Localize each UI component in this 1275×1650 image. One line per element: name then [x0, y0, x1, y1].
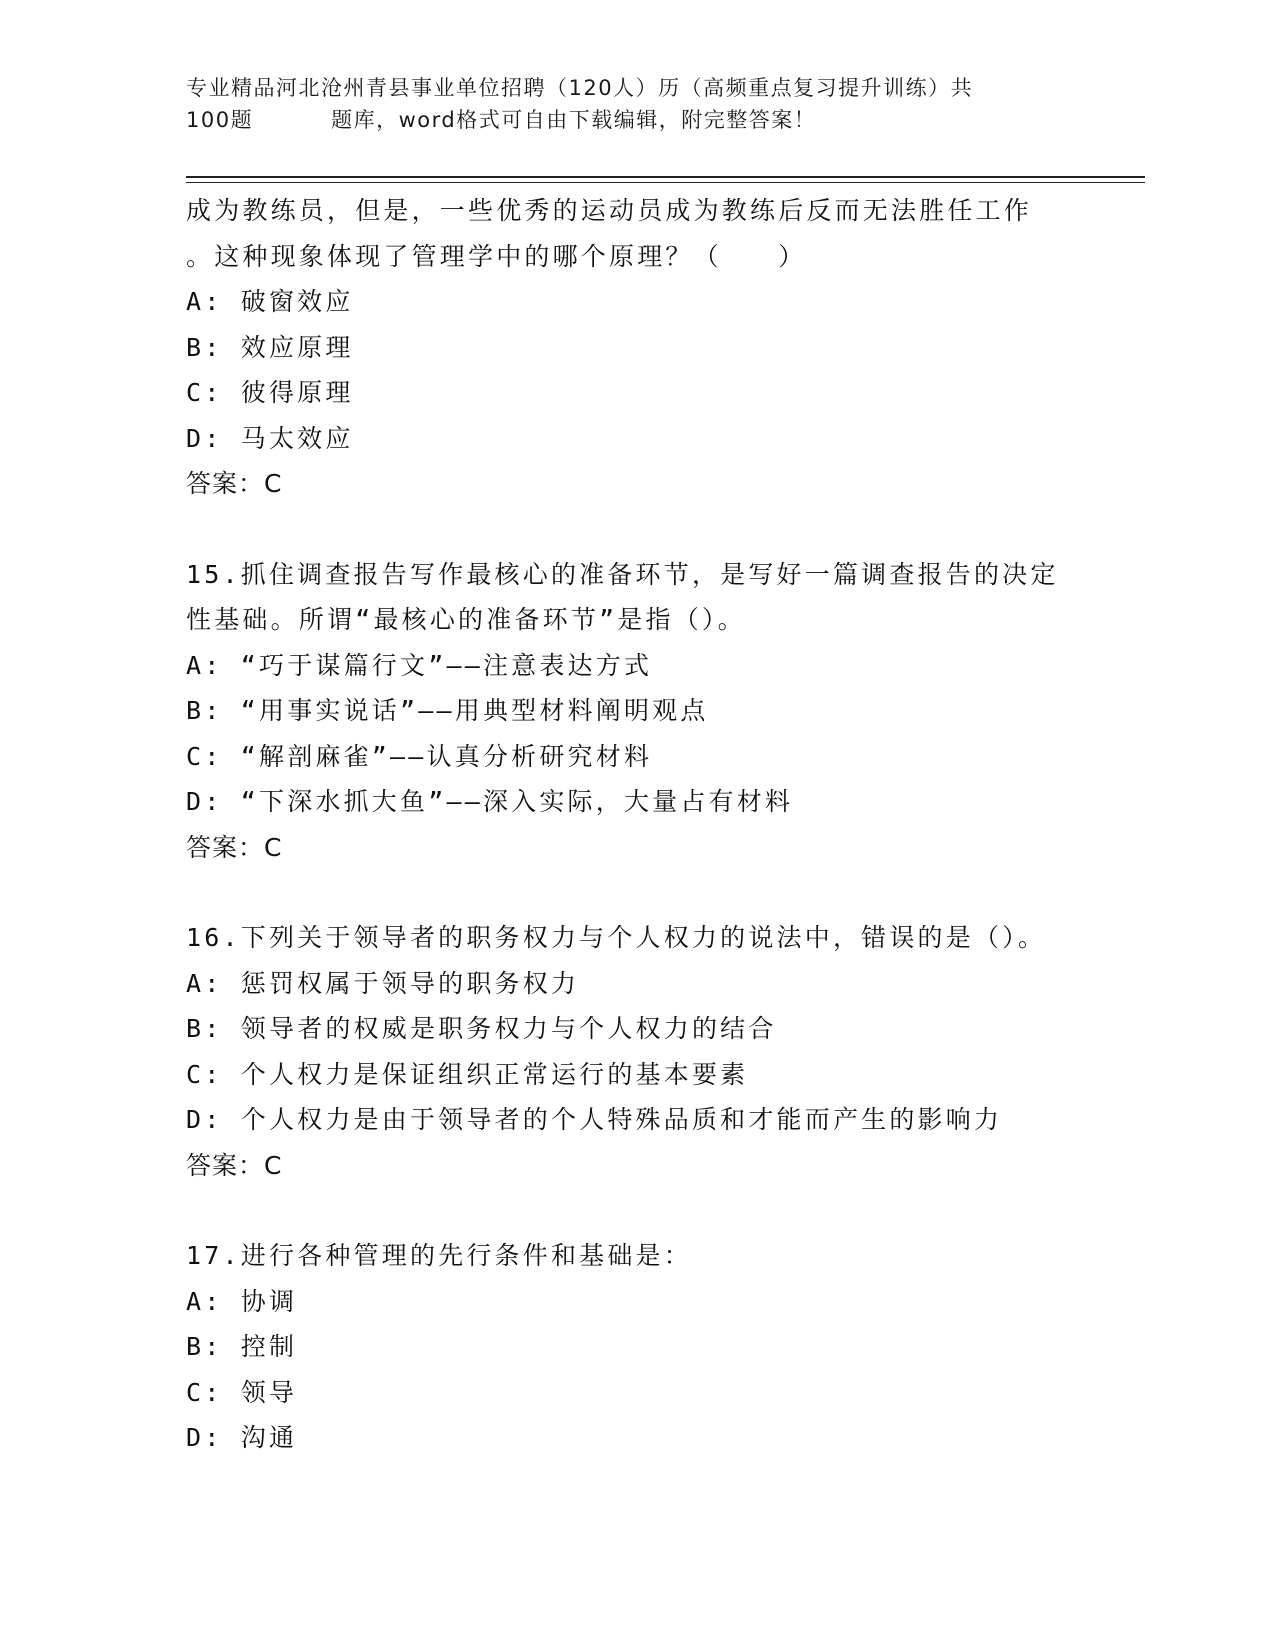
option-c: C: 领导 — [186, 1377, 298, 1407]
option-d: D: “下深水抓大鱼”——深入实际，大量占有材料 — [186, 787, 794, 816]
option-a: A: 破窗效应 — [186, 287, 354, 316]
answer: 答案：C — [186, 469, 283, 498]
option-b: B: 控制 — [186, 1332, 298, 1361]
question-text: 。这种现象体现了管理学中的哪个原理？（ ） — [186, 241, 807, 271]
option-b: B: 效应原理 — [186, 332, 354, 362]
option-a: A: 协调 — [186, 1286, 298, 1316]
header-title-line2 — [186, 104, 1066, 136]
option-d: D: 沟通 — [186, 1423, 298, 1452]
option-b: B: “用事实说话”——用典型材料阐明观点 — [186, 696, 709, 725]
page-header — [186, 72, 1066, 136]
header-description: 题库，word格式可自由下载编辑，附完整答案！ — [331, 108, 817, 132]
question-text: 15.抓住调查报告写作最核心的准备环节，是写好一篇调查报告的决定 — [186, 559, 1059, 589]
option-d: D: 马太效应 — [186, 423, 354, 453]
header-divider — [186, 176, 1145, 178]
option-a: A: 惩罚权属于领导的职务权力 — [186, 968, 580, 998]
header-divider-thin — [186, 182, 1145, 183]
header-title-line1: 专业精品河北沧州青县事业单位招聘（120人）历（高频重点复习提升训练）共 — [186, 76, 974, 100]
option-c: C: 彼得原理 — [186, 378, 354, 407]
option-a: A: “巧于谋篇行文”——注意表达方式 — [186, 650, 653, 680]
question-block — [186, 188, 1086, 507]
question-text: 17.进行各种管理的先行条件和基础是： — [186, 1241, 692, 1270]
answer: 答案：C — [186, 1150, 283, 1180]
option-c: C: “解剖麻雀”——认真分析研究材料 — [186, 741, 653, 771]
option-b: B: 领导者的权威是职务权力与个人权力的结合 — [186, 1014, 777, 1043]
question-text: 性基础。所谓“最核心的准备环节”是指（）。 — [186, 605, 746, 634]
question-text: 16.下列关于领导者的职务权力与个人权力的说法中，错误的是（）。 — [186, 923, 1047, 952]
option-d: D: 个人权力是由于领导者的个人特殊品质和才能而产生的影响力 — [186, 1105, 1003, 1134]
question-block — [186, 1233, 1086, 1461]
header-count: 100题 — [186, 108, 254, 132]
question-text: 成为教练员，但是，一些优秀的运动员成为教练后反而无法胜任工作 — [186, 196, 1033, 225]
question-list — [186, 188, 1086, 1461]
question-block — [186, 552, 1086, 871]
option-c: C: 个人权力是保证组织正常运行的基本要素 — [186, 1059, 749, 1089]
question-block — [186, 915, 1086, 1188]
answer: 答案：C — [186, 832, 283, 862]
